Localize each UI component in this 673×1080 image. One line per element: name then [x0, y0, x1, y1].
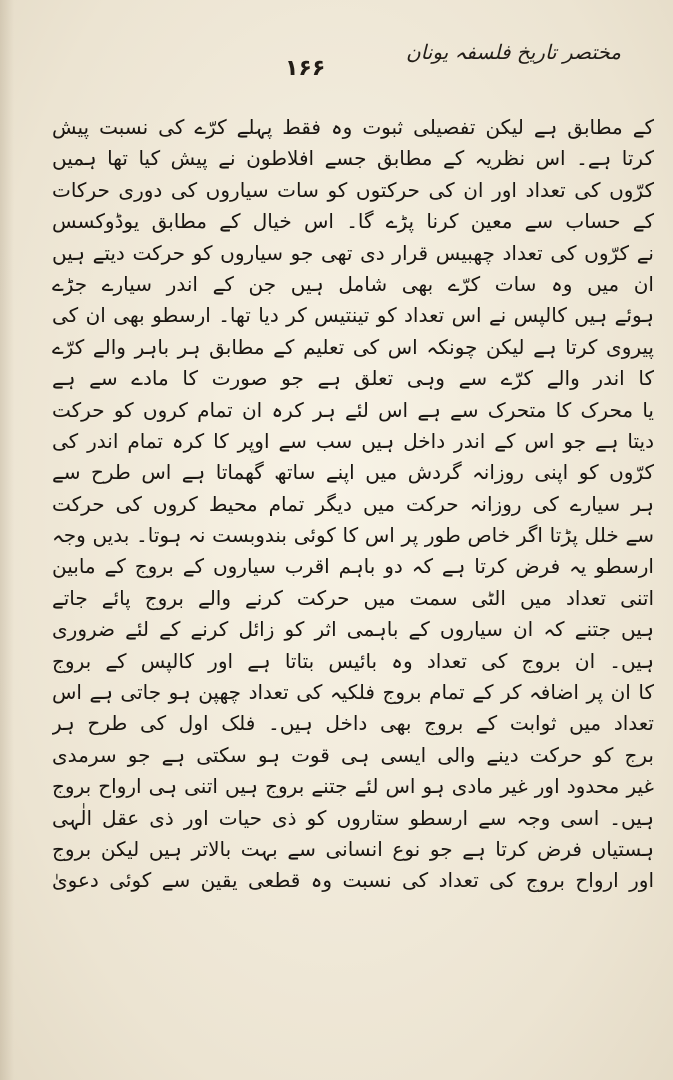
text-line: سے خلل پڑتا اگر خاص طور پر اس کا کوئی بندوبست نہ ہوتا۔ بدیں وجہ	[52, 523, 654, 548]
text-line: غیر محدود اور غیر مادی ہو اس لئے جتنے بروج ہیں اتنی ہی ارواح بروج	[52, 774, 654, 799]
text-line: دیتا ہے جو اس کے اندر داخل ہیں سب سے اوپر کا کرہ تمام اندر کی	[52, 428, 654, 453]
page-binding-shadow	[0, 0, 14, 1080]
body-text	[52, 112, 654, 897]
text-line: ہوئے ہیں کالپس نے اس تعداد کو تینتیس کر دیا تھا۔ ارسطو بھی ان کی	[52, 303, 654, 328]
text-line: ان میں وہ سات کرّے بھی شامل ہیں جن کے اندر سیارے جڑے	[52, 271, 654, 296]
text-line: یا محرک کا متحرک سے ہے اس لئے ہر کرہ ان تمام کروں کو حرکت	[52, 397, 654, 422]
text-line: ارسطو یہ فرض کرتا ہے کہ دو باہم اقرب سیاروں کے بروج کے مابین	[52, 554, 654, 579]
text-line: ہیں۔ اسی وجہ سے ارسطو ستاروں کو ذی حیات اور ذی عقل الٰہی	[52, 805, 654, 830]
text-line: پیروی کرتا ہے لیکن چونکہ اس کی تعلیم کے مطابق ہر باہر والے کرّے	[52, 334, 654, 359]
text-line: ہر سیارے کی روزانہ حرکت میں دیگر تمام محیط کروں کی حرکت	[52, 491, 654, 516]
text-line: کا ان پر اضافہ کر کے تمام بروج فلکیہ کی تعداد چھپن ہو جاتی ہے اس	[52, 680, 654, 705]
text-line: نے کرّوں کی تعداد چھبیس قرار دی تھی جو سیاروں کو حرکت دیتے ہیں	[52, 240, 654, 265]
page-number: ۱۶۶	[285, 56, 326, 81]
text-line: ہیں۔ ان بروج کی تعداد وہ بائیس بتاتا ہے اور کالپس کے بروج	[52, 648, 654, 673]
text-line: اتنی تعداد میں الٹی سمت میں حرکت کرنے والے بروج پائے جاتے	[52, 585, 654, 610]
text-line: برج کو حرکت دینے والی ایسی ہی قوت ہو سکتی ہے جو سرمدی	[52, 742, 654, 767]
text-line: کے مطابق ہے لیکن تفصیلی ثبوت وہ فقط پہلے کرّے کی نسبت پیش	[52, 115, 654, 139]
text-line: ہستیاں فرض کرتا ہے جو نوع انسانی سے بہت بالاتر ہیں لیکن بروج	[52, 836, 654, 861]
text-line: کرّوں کو اپنی روزانہ گردش میں اپنے ساتھ گھماتا ہے اس طرح سے	[52, 460, 654, 485]
text-line: کے حساب سے معین کرنا پڑے گا۔ اس خیال کے مطابق یوڈوکسس	[52, 209, 654, 234]
text-line: کرتا ہے۔ اس نظریہ کے مطابق جسے افلاطون نے پیش کیا تھا ہمیں	[52, 146, 654, 171]
text-line: کرّوں کی تعداد اور ان کی حرکتوں کو سات سیاروں کی دوری حرکات	[52, 177, 654, 202]
text-line: ہیں جتنے کہ ان سیاروں کے باہمی اثر کو زائل کرنے کے لئے ضروری	[52, 617, 654, 642]
text-line: کا اندر والے کرّے سے وہی تعلق ہے جو صورت کا مادے سے ہے	[52, 366, 654, 391]
text-line: تعداد میں ثوابت کے بروج بھی داخل ہیں۔ فلک اول کی طرح ہر	[52, 711, 654, 736]
running-title: مختصر تاریخ فلسفہ یونان	[405, 40, 621, 64]
text-line: اور ارواح بروج کی تعداد کی نسبت وہ قطعی یقین سے کوئی دعویٰ	[52, 868, 654, 893]
page-header	[60, 40, 643, 90]
